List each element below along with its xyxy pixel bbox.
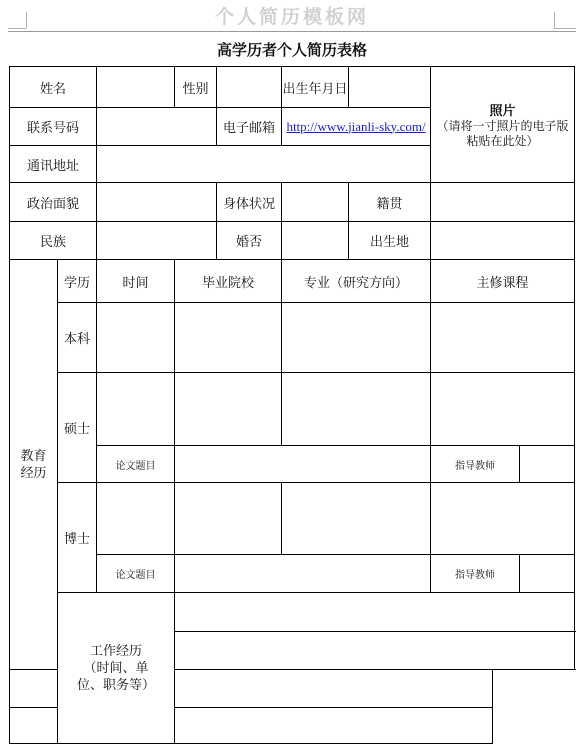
master-school[interactable]	[175, 373, 282, 446]
master-thesis-label: 论文题目	[97, 446, 175, 483]
label-address: 通讯地址	[10, 146, 97, 183]
value-health[interactable]	[282, 183, 349, 222]
work-label-line1: 工作经历	[90, 643, 143, 659]
value-birthdate[interactable]	[349, 67, 431, 108]
row-personal-5	[10, 222, 575, 260]
label-health: 身体状况	[217, 183, 282, 222]
master-thesis-value[interactable]	[175, 446, 431, 483]
master-courses[interactable]	[431, 373, 575, 446]
phd-time[interactable]	[97, 483, 175, 555]
value-email[interactable]	[282, 108, 431, 146]
phd-advisor-value[interactable]	[520, 555, 575, 593]
bachelor-courses[interactable]	[431, 303, 575, 373]
work-label-line3: 位、职务等）	[77, 677, 156, 693]
value-native-place[interactable]	[431, 183, 575, 222]
value-ethnicity[interactable]	[97, 222, 217, 260]
phd-school[interactable]	[175, 483, 282, 555]
row-edu-header	[10, 260, 575, 303]
value-gender[interactable]	[217, 67, 282, 108]
photo-note: （请将一寸照片的电子版粘贴在此处）	[436, 119, 569, 148]
education-label-line1: 教育	[20, 448, 47, 464]
label-marital: 婚否	[217, 222, 282, 260]
label-phd: 博士	[58, 483, 97, 593]
header-major: 专业（研究方向）	[282, 260, 431, 303]
phd-advisor-label: 指导教师	[431, 555, 520, 593]
value-phone[interactable]	[97, 108, 217, 146]
header-time: 时间	[97, 260, 175, 303]
phd-thesis-value[interactable]	[175, 555, 431, 593]
phd-thesis-label: 论文题目	[97, 555, 175, 593]
education-section-label	[10, 260, 58, 670]
master-advisor-label: 指导教师	[431, 446, 520, 483]
photo-title: 照片	[489, 104, 516, 119]
label-name: 姓名	[10, 67, 97, 108]
bachelor-time[interactable]	[97, 303, 175, 373]
label-native-place: 籍贯	[349, 183, 431, 222]
label-gender: 性别	[175, 67, 217, 108]
label-email: 电子邮箱	[217, 108, 282, 146]
work-entry-1[interactable]	[175, 593, 575, 632]
row-personal-1	[10, 67, 575, 108]
header-degree: 学历	[58, 260, 97, 303]
value-marital[interactable]	[282, 222, 349, 260]
phd-major[interactable]	[282, 483, 431, 555]
value-birthplace[interactable]	[431, 222, 575, 260]
label-political: 政治面貌	[10, 183, 97, 222]
margin-corner-left-h	[8, 28, 26, 29]
work-entry-2[interactable]	[175, 632, 575, 670]
header-school: 毕业院校	[175, 260, 282, 303]
label-birthdate: 出生年月日	[282, 67, 349, 108]
label-ethnicity: 民族	[10, 222, 97, 260]
label-phone: 联系号码	[10, 108, 97, 146]
phd-courses[interactable]	[431, 483, 575, 555]
master-major[interactable]	[282, 373, 431, 446]
row-work-1	[10, 593, 575, 632]
label-bachelor: 本科	[58, 303, 97, 373]
margin-corner-right	[554, 12, 555, 28]
row-work-4	[10, 708, 575, 744]
row-personal-4	[10, 183, 575, 222]
resume-table	[9, 66, 575, 744]
label-birthplace: 出生地	[349, 222, 431, 260]
education-label-line2: 经历	[20, 465, 47, 481]
master-advisor-value[interactable]	[520, 446, 575, 483]
bachelor-major[interactable]	[282, 303, 431, 373]
value-address[interactable]	[97, 146, 431, 183]
value-political[interactable]	[97, 183, 217, 222]
header-rule	[8, 31, 576, 32]
work-label-line2: （时间、单	[83, 660, 149, 676]
email-link[interactable]: http://www.jianli-sky.com/	[286, 118, 426, 134]
row-phd	[10, 483, 575, 555]
bachelor-school[interactable]	[175, 303, 282, 373]
margin-corner-left	[26, 12, 27, 28]
row-master	[10, 373, 575, 446]
photo-cell[interactable]	[431, 67, 575, 183]
master-time[interactable]	[97, 373, 175, 446]
work-entry-4[interactable]	[10, 708, 493, 744]
label-master: 硕士	[58, 373, 97, 483]
header-courses: 主修课程	[431, 260, 575, 303]
margin-corner-right-h	[554, 28, 576, 29]
row-bachelor	[10, 303, 575, 373]
value-name[interactable]	[97, 67, 175, 108]
page-title: 高学历者个人简历表格	[216, 41, 367, 59]
watermark: 个人简历模板网	[214, 6, 369, 28]
